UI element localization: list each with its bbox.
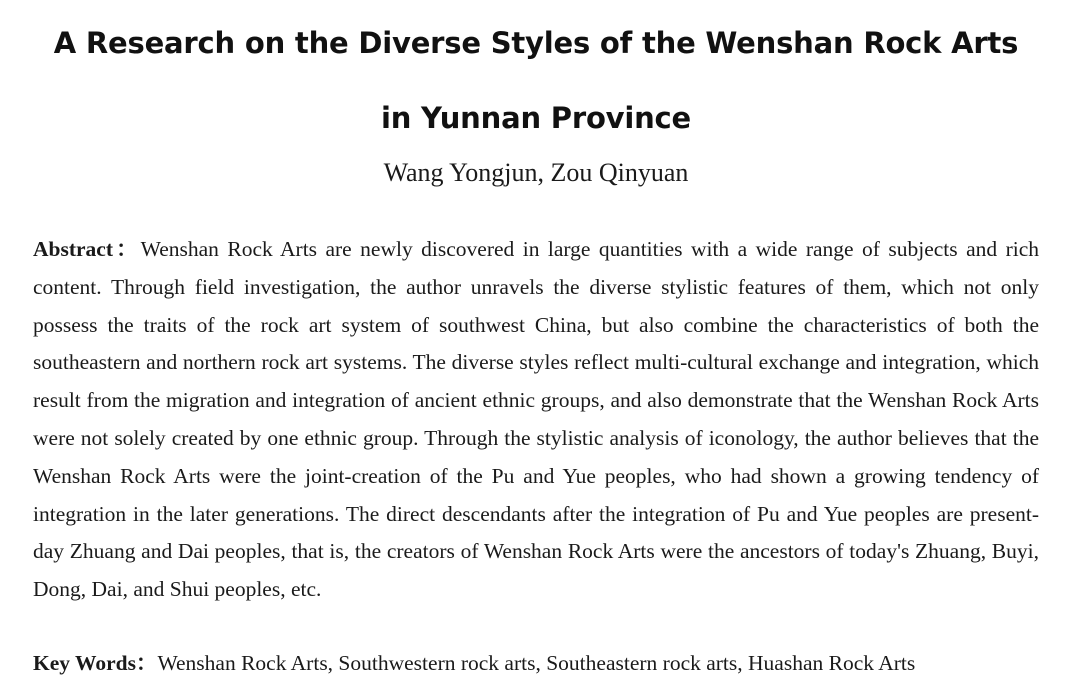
abstract-paragraph (33, 231, 1039, 609)
abstract-label: Abstract： (33, 237, 141, 261)
keywords-label: Key Words： (33, 651, 158, 675)
paper-title-line-2: in Yunnan Province (380, 101, 692, 135)
abstract-text: Wenshan Rock Arts are newly discovered in large quantities with a wide range of subjects and rich content. Through field investigation, the author unravels the diverse stylistic features of them, which not only possess the traits of the rock art system of southwest China, but also combine the characteristics of both the southeastern and northern rock art systems. The diverse styles reflect multi-cultural exchange and integration, which result from the migration and integration of ancient ethnic groups, and also demonstrate that the Wenshan Rock Arts were not solely created by one ethnic group. Through the stylistic analysis of iconology, the author believes that the Wenshan Rock Arts were the joint-creation of the Pu and Yue peoples, who had shown a growing tendency of integration in the later generations. The direct descendants after the integration of Pu and Yue peoples are present-day Zhuang and Dai peoples, that is, the creators of Wenshan Rock Arts were the ancestors of today's Zhuang, Buyi, Dong, Dai, and Shui peoples, etc. (33, 237, 1040, 602)
keywords-paragraph (33, 645, 1053, 682)
authors: Wang Yongjun, Zou Qinyuan (383, 158, 689, 187)
keywords-text: Wenshan Rock Arts, Southwestern rock arts, Southeastern rock arts, Huashan Rock Arts (157, 651, 916, 675)
paper-title-line-1: A Research on the Diverse Styles of the Wenshan Rock Arts (53, 26, 1019, 60)
